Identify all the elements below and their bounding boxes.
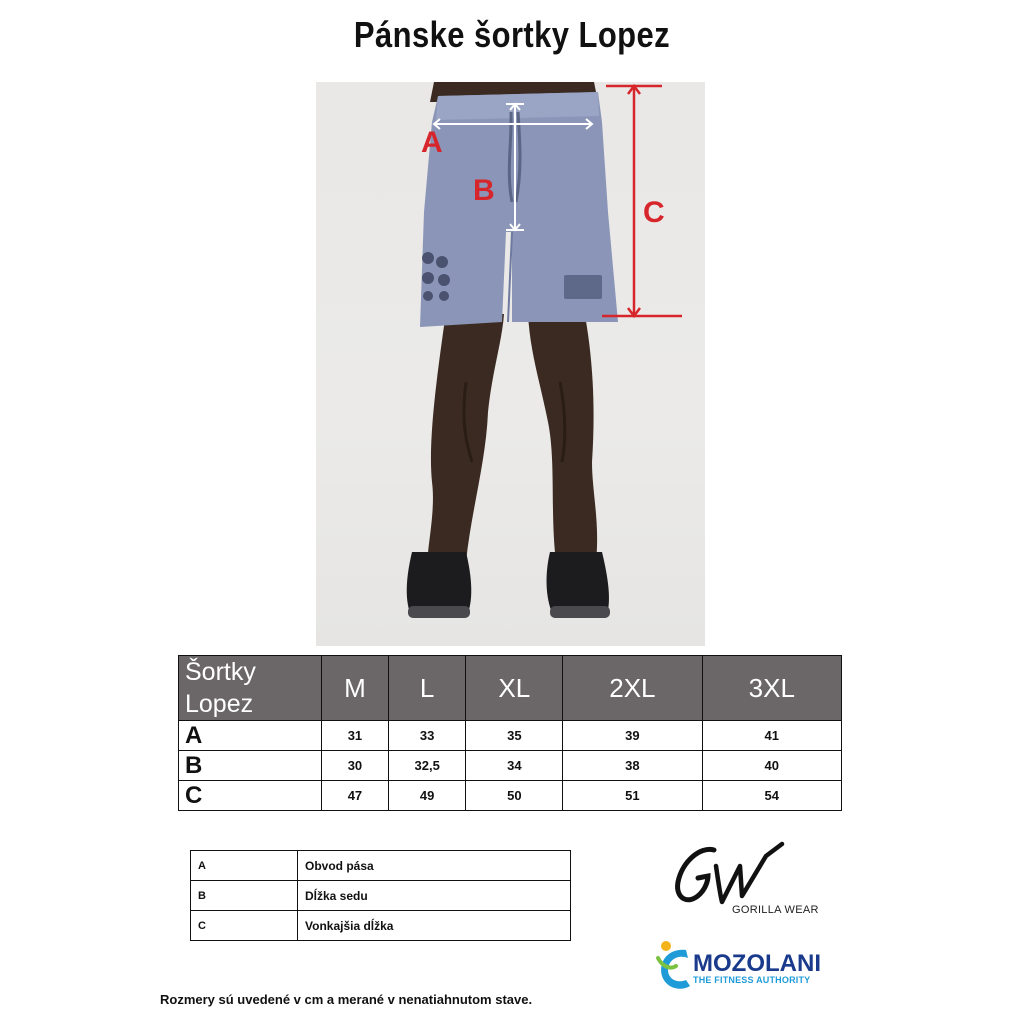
size-header: M — [322, 656, 389, 721]
table-cell: 47 — [322, 781, 389, 811]
legend-row — [191, 911, 571, 941]
page-title: Pánske šortky Lopez — [353, 14, 671, 55]
table-row — [179, 721, 842, 751]
size-header: 2XL — [563, 656, 702, 721]
legend-row — [191, 881, 571, 911]
table-cell: 39 — [563, 721, 702, 751]
legend-desc: Dĺžka sedu — [298, 881, 571, 911]
legend-row — [191, 851, 571, 881]
table-cell: 34 — [466, 751, 563, 781]
table-cell: 50 — [466, 781, 563, 811]
table-cell: 41 — [702, 721, 841, 751]
measure-label-a: A — [421, 126, 443, 159]
table-cell: 51 — [563, 781, 702, 811]
size-header: L — [388, 656, 466, 721]
mozolani-name: MOZOLANI — [693, 950, 821, 977]
size-header: 3XL — [702, 656, 841, 721]
corner-line-2: Lopez — [185, 690, 254, 718]
size-table-corner — [179, 656, 322, 721]
size-header: XL — [466, 656, 563, 721]
corner-line-1: Šortky — [185, 658, 256, 686]
table-cell: 32,5 — [388, 751, 466, 781]
legend-key: B — [191, 881, 298, 911]
product-photo — [316, 82, 705, 646]
measure-label-b: B — [473, 174, 495, 207]
measurement-note: Rozmery sú uvedené v cm a merané v nenatiahnutom stave. — [160, 992, 533, 1007]
legend-desc: Obvod pása — [298, 851, 571, 881]
legend-desc: Vonkajšia dĺžka — [298, 911, 571, 941]
table-row — [179, 781, 842, 811]
table-cell: 31 — [322, 721, 389, 751]
table-row — [179, 751, 842, 781]
row-label: C — [179, 781, 322, 811]
table-cell: 38 — [563, 751, 702, 781]
legend-table — [190, 850, 571, 941]
table-cell: 40 — [702, 751, 841, 781]
table-cell: 49 — [388, 781, 466, 811]
row-label: B — [179, 751, 322, 781]
legend-key: A — [191, 851, 298, 881]
row-label: A — [179, 721, 322, 751]
table-cell: 30 — [322, 751, 389, 781]
legend-key: C — [191, 911, 298, 941]
gorilla-wear-text: GORILLA WEAR — [732, 904, 819, 916]
measure-label-c: C — [643, 196, 665, 229]
mozolani-tagline: THE FITNESS AUTHORITY — [693, 975, 811, 985]
size-header-row — [179, 656, 842, 721]
table-cell: 54 — [702, 781, 841, 811]
table-cell: 33 — [388, 721, 466, 751]
table-cell: 35 — [466, 721, 563, 751]
size-table — [178, 655, 842, 811]
